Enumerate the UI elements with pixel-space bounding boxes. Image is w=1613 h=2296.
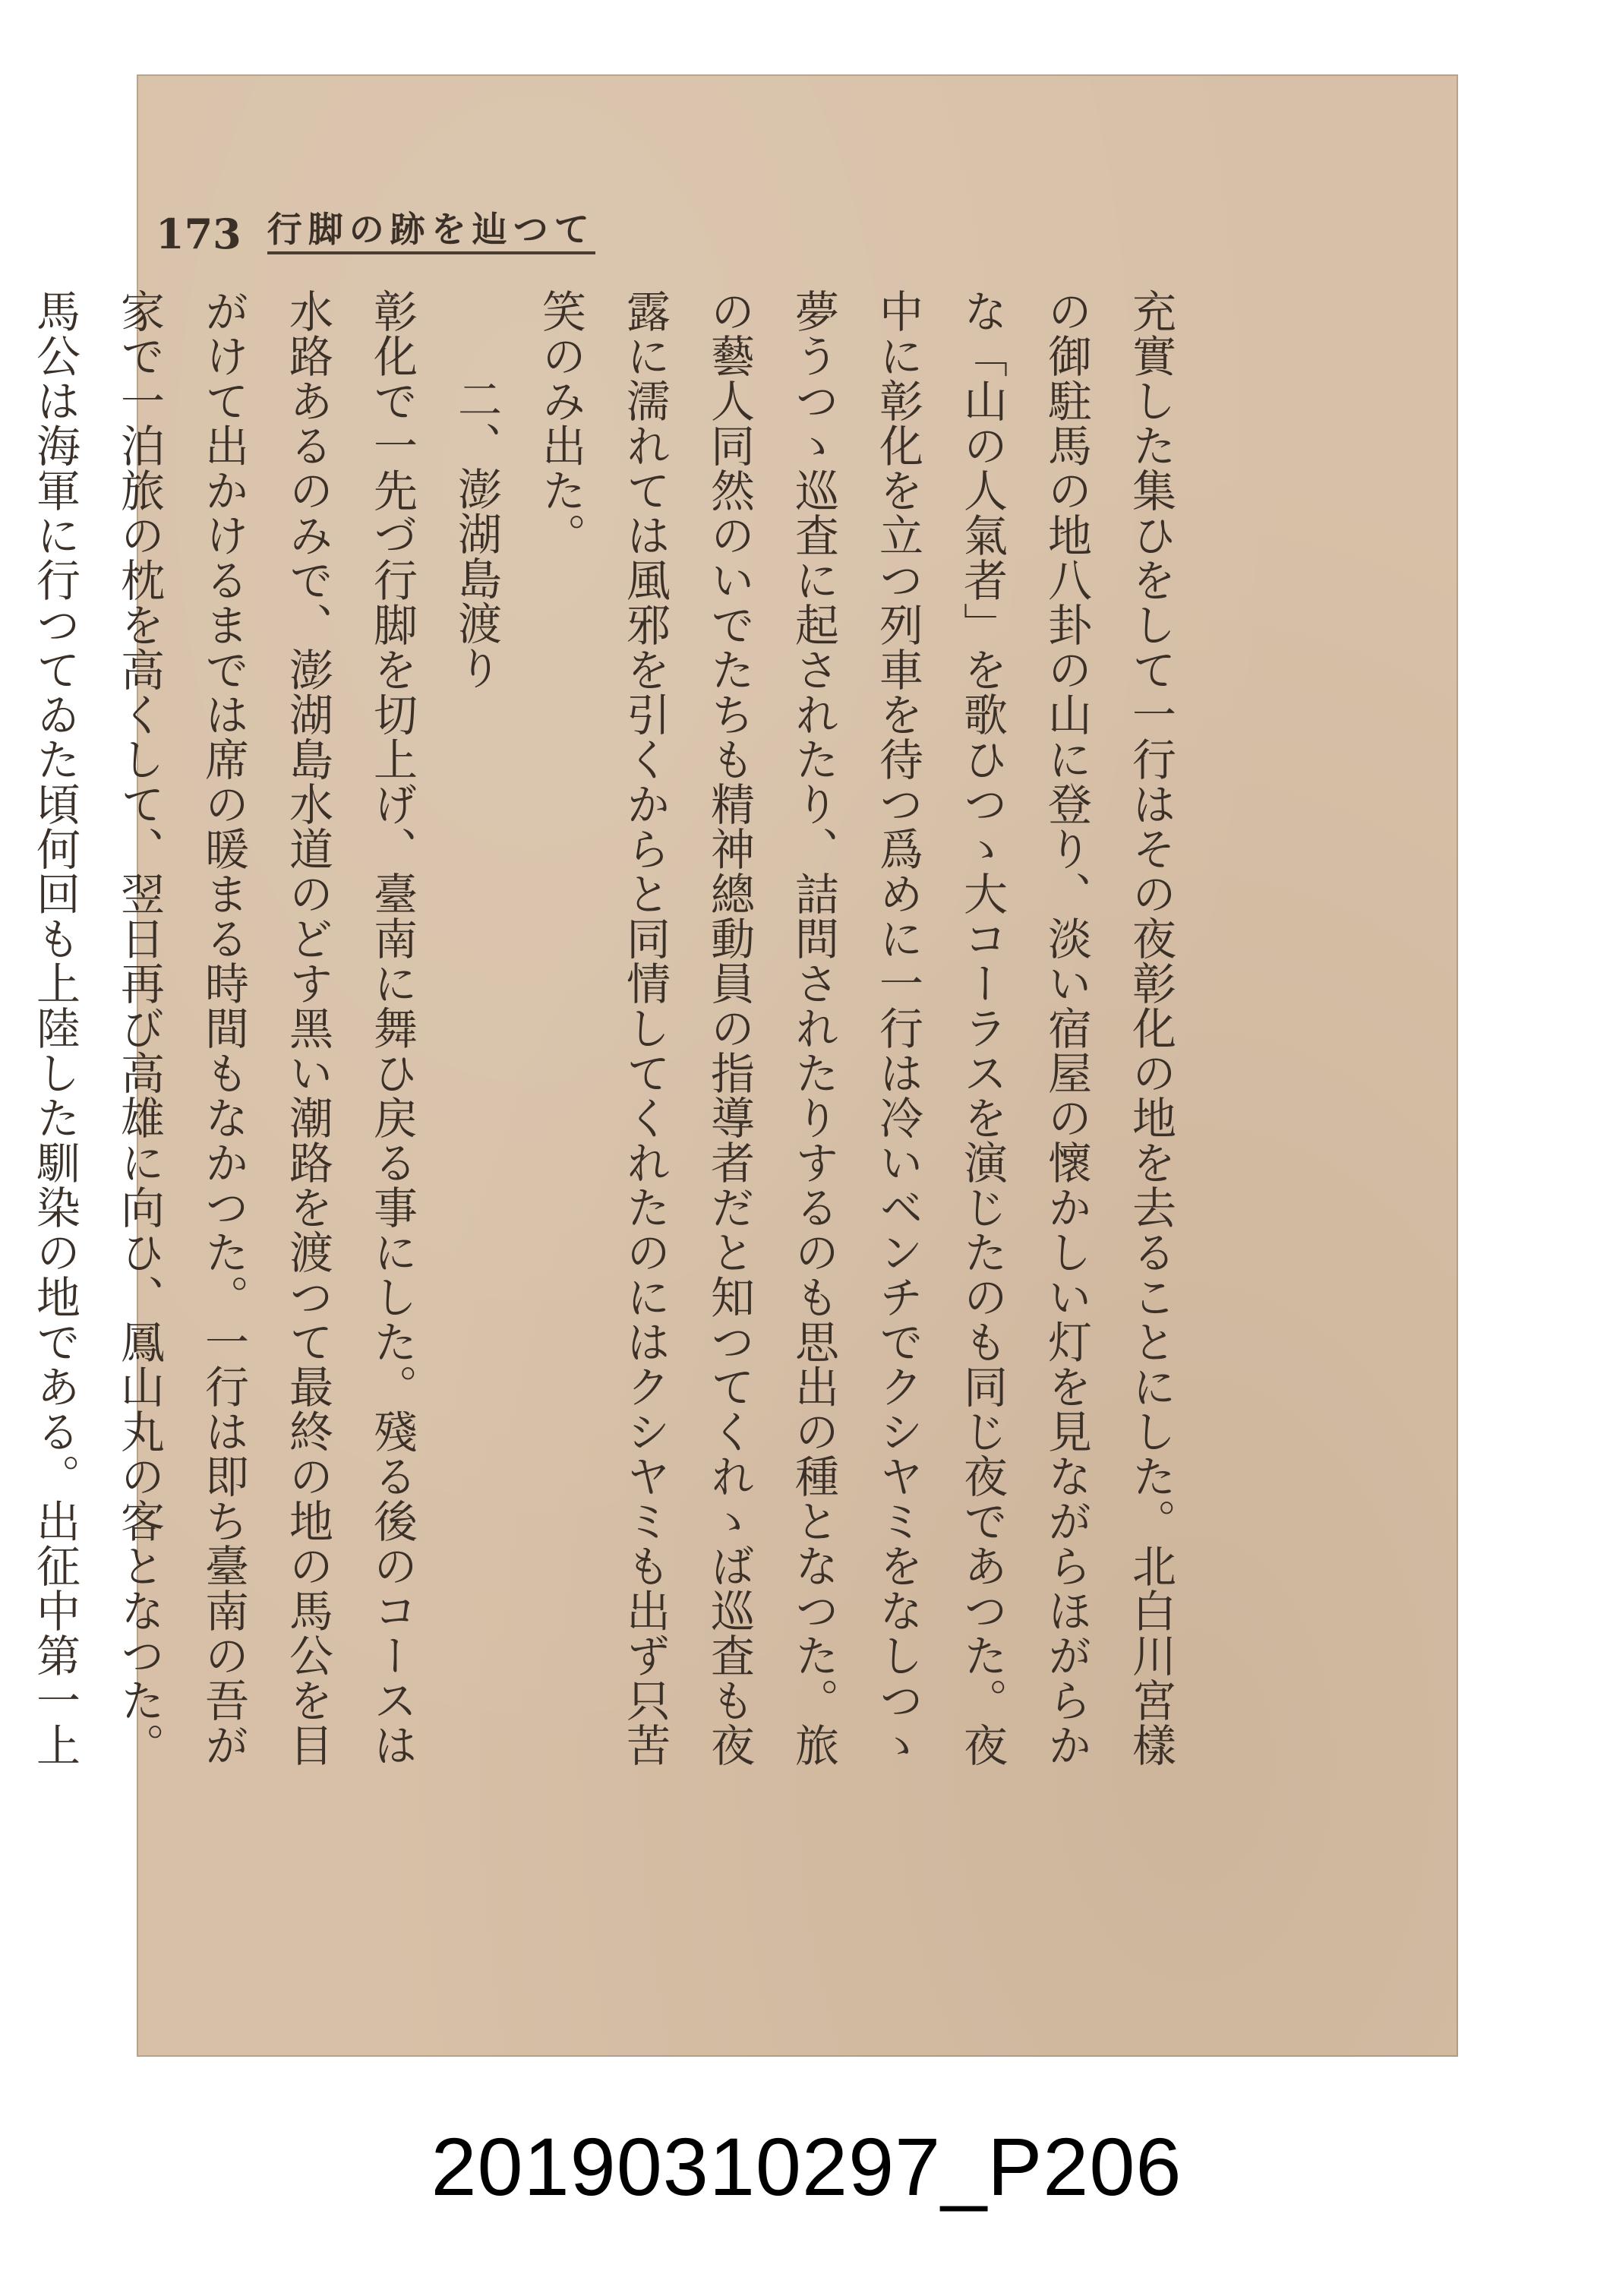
- section-heading: 二、澎湖島渡り: [450, 377, 502, 690]
- vertical-body-text: [29, 289, 1192, 1808]
- paragraph-1: 充實した集ひをして一行はその夜彰化の地を去ることにした。北白川宮樣の御駐馬の地八卦の山に登り、淡い宿屋の懷かしい灯を見ながらほがらかな「山の人氣者」を歌ひつゝ大コーラスを演じたのも同じ夜であつた。夜中に彰化を立つ列車を待つ爲めに一行は冷いベンチでクシヤミをなしつゝ夢うつゝ巡査に起されたり、詰問されたりするのも思出の種となつた。旅の藝人同然のいでたちも精神總動員の指導者だと知つてくれゝば巡査も夜露に濡れては風邪を引くからと同情してくれたのにはクシヤミも出ず只苦笑のみ出た。: [535, 289, 1176, 1767]
- page-header: [156, 194, 595, 258]
- running-title: 行脚の跡を辿つて: [267, 212, 595, 254]
- image-caption: 20190310297_P206: [431, 2121, 1182, 2212]
- paragraph-2: 彰化で一先づ行脚を切上げ、臺南に舞ひ戻る事にした。殘る後のコースは水路あるのみで、澎湖島水道のどす黑い潮路を渡つて最終の地の馬公を目がけて出かけるまでは席の暖まる時間もなかつた。一行は即ち臺南の吾が家で一泊旅の枕を高くして、翌日再び高雄に向ひ、鳳山丸の客となつた。馬公は海軍に行つてゐた頃何回も上陸した馴染の地である。出征中第一上: [29, 289, 418, 1767]
- page-number: 173: [156, 210, 241, 258]
